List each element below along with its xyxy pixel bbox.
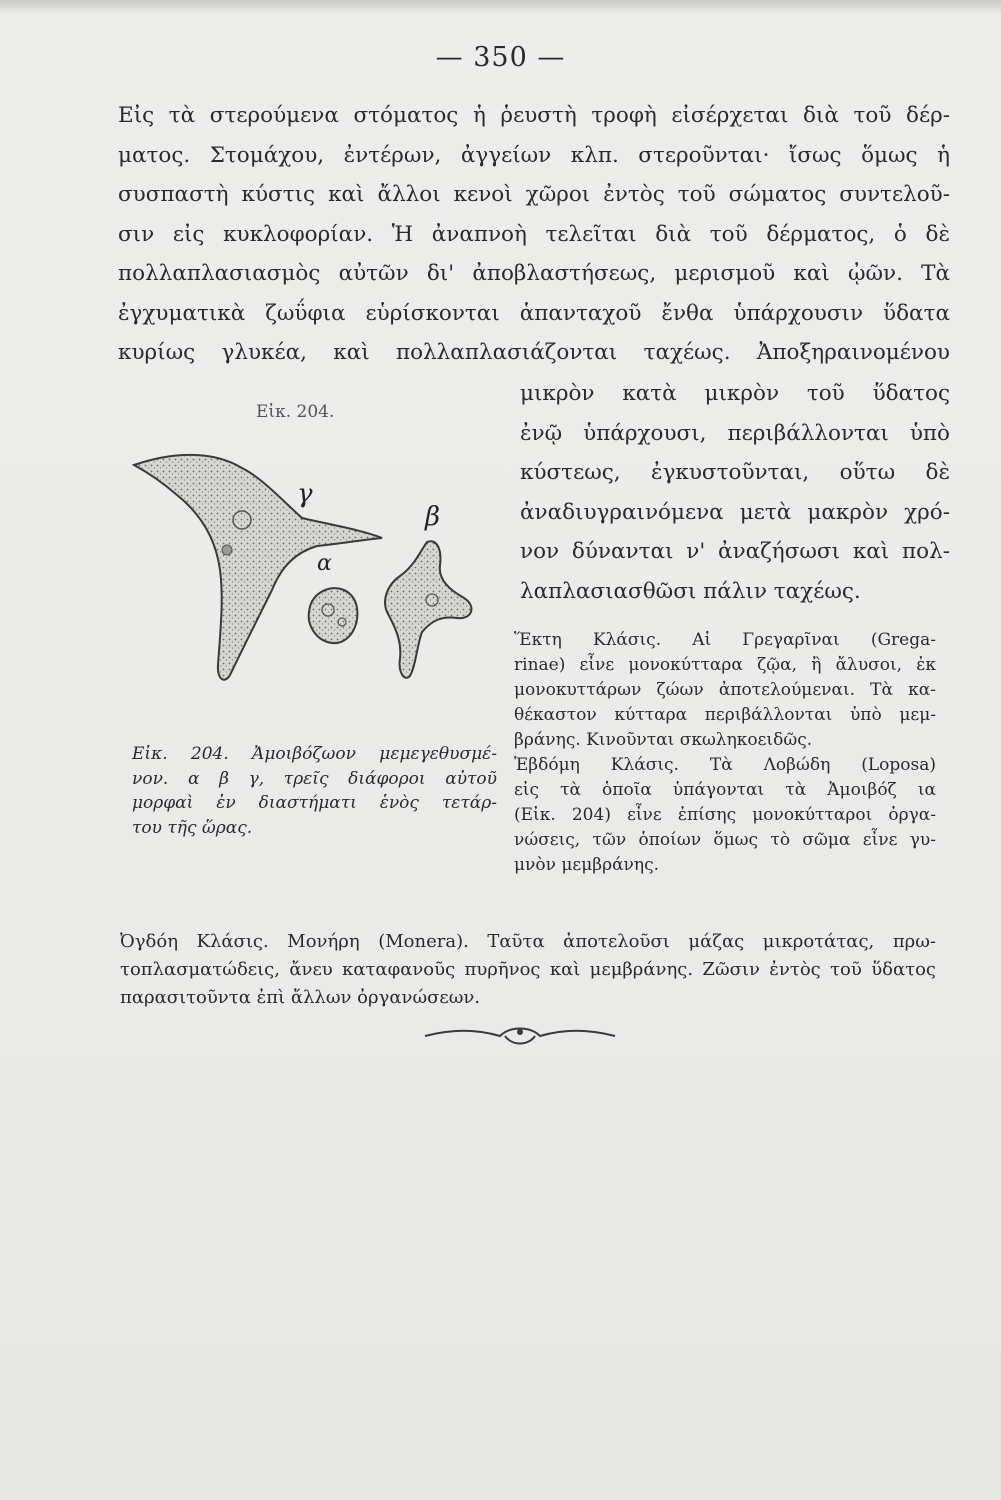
right-line: ἐνῷ ὑπάρχουσι, περιβάλλονται ὑπὸ [520, 420, 950, 446]
right-line: μικρὸν κατὰ μικρὸν τοῦ ὕδατος [520, 381, 950, 406]
amoeba-figure [132, 440, 482, 700]
final-line: τοπλασματώδεις, ἄνευ καταφανοῦς πυρῆνος καὶ μεμβράνης. Ζῶσιν ἐντὸς τοῦ ὕδατος [120, 959, 936, 980]
amoeba-beta-shape [385, 541, 471, 678]
final-line: παρασιτοῦντα ἐπὶ ἄλλων ὀργανώσεων. [120, 987, 481, 1008]
figure-title: Εἰκ. 204. [256, 402, 335, 422]
amoeba-alpha-shape [309, 588, 358, 643]
intro-paragraph [118, 96, 950, 373]
tail-ornament-icon [420, 1018, 620, 1054]
page-edge-shadow [0, 0, 1001, 14]
intro-line: ματος. Στομάχου, ἐντέρων, ἀγγείων κλπ. στεροῦνται· ἴσως ὅμως ἡ [118, 142, 950, 168]
small-line: βράνης. Κινοῦνται σκωληκοειδῶς. [514, 730, 813, 750]
right-line: κύστεως, ἐγκυστοῦνται, οὕτω δὲ [520, 460, 950, 485]
intro-line: ἐγχυματικὰ ζωΰφια εὑρίσκονται ἁπανταχοῦ ἔνθα ὑπάρχουσιν ὕδατα [118, 300, 950, 326]
small-line: rinae) εἶνε μονοκύτταρα ζῷα, ἢ ἄλυσοι, ἐκ [514, 655, 936, 675]
monera-paragraph [120, 928, 936, 1012]
intro-line: Εἰς τὰ στερούμενα στόματος ἡ ῥευστὴ τροφὴ εἰσέρχεται διὰ τοῦ δέρ- [118, 103, 950, 128]
small-line: (Εἰκ. 204) εἶνε ἐπίσης μονοκύτταροι ὀργα- [514, 805, 936, 825]
label-beta: β [425, 502, 441, 532]
page-number: — 350 — [435, 42, 566, 73]
small-line: μνὸν μεμβράνης. [514, 855, 660, 875]
caption-line: Εἰκ. 204. Ἀμοιβόζωον μεμεγεθυσμέ- [132, 744, 497, 764]
final-line: Ὀγδόη Κλάσις. Μονήρη (Monera). Ταῦτα ἀποτελοῦσι μάζας μικροτάτας, πρω- [120, 931, 936, 952]
figure-caption [132, 742, 497, 840]
small-line: θέκαστον κύτταρα περιβάλλονται ὑπὸ μεμ- [514, 705, 936, 725]
intro-line: συσπαστὴ κύστις καὶ ἄλλοι κενοὶ χῶροι ἐντὸς τοῦ σώματος συντελοῦ- [118, 182, 950, 207]
classes-paragraph [514, 628, 936, 878]
vacuole [222, 545, 232, 555]
amoeba-gamma-shape [134, 455, 382, 680]
label-alpha: α [317, 551, 332, 576]
intro-line: κυρίως γλυκέα, καὶ πολλαπλασιάζονται ταχέως. Ἀποξηραινομένου [118, 340, 950, 365]
right-column-paragraph [520, 374, 950, 611]
intro-line: σιν εἰς κυκλοφορίαν. Ἡ ἀναπνοὴ τελεῖται διὰ τοῦ δέρματος, ὁ δὲ [118, 221, 950, 247]
small-line: Ἕκτη Κλάσις. Αἱ Γρεγαρῖναι (Grega- [514, 630, 936, 650]
small-line: εἰς τὰ ὁποῖα ὑπάγονται τὰ Ἀμοιβόζ ια [514, 780, 936, 800]
caption-line: μορφαὶ ἐν διαστήματι ἑνὸς τετάρ- [132, 793, 497, 813]
label-gamma: γ [297, 479, 313, 509]
caption-line: νον. α β γ, τρεῖς διάφοροι αὐτοῦ [132, 768, 497, 789]
right-line: λαπλασιασθῶσι πάλιν ταχέως. [520, 578, 861, 604]
right-line: νον δύνανται ν' ἀναζήσωσι καὶ πολ- [520, 539, 950, 564]
small-line: Ἑβδόμη Κλάσις. Τὰ Λοβώδη (Loposa) [514, 755, 936, 775]
intro-line: πολλαπλασιασμὸς αὐτῶν δι' ἀποβλαστήσεως, μερισμοῦ καὶ ᾠῶν. Τὰ [118, 261, 950, 286]
small-line: νώσεις, τῶν ὁποίων ὅμως τὸ σῶμα εἶνε γυ- [514, 830, 936, 850]
caption-line: του τῆς ὥρας. [132, 817, 253, 838]
right-line: ἀναδιυγραινόμενα μετὰ μακρὸν χρό- [520, 499, 950, 525]
small-line: μονοκυττάρων ζώων ἀποτελούμεναι. Τὰ κα- [514, 680, 936, 700]
